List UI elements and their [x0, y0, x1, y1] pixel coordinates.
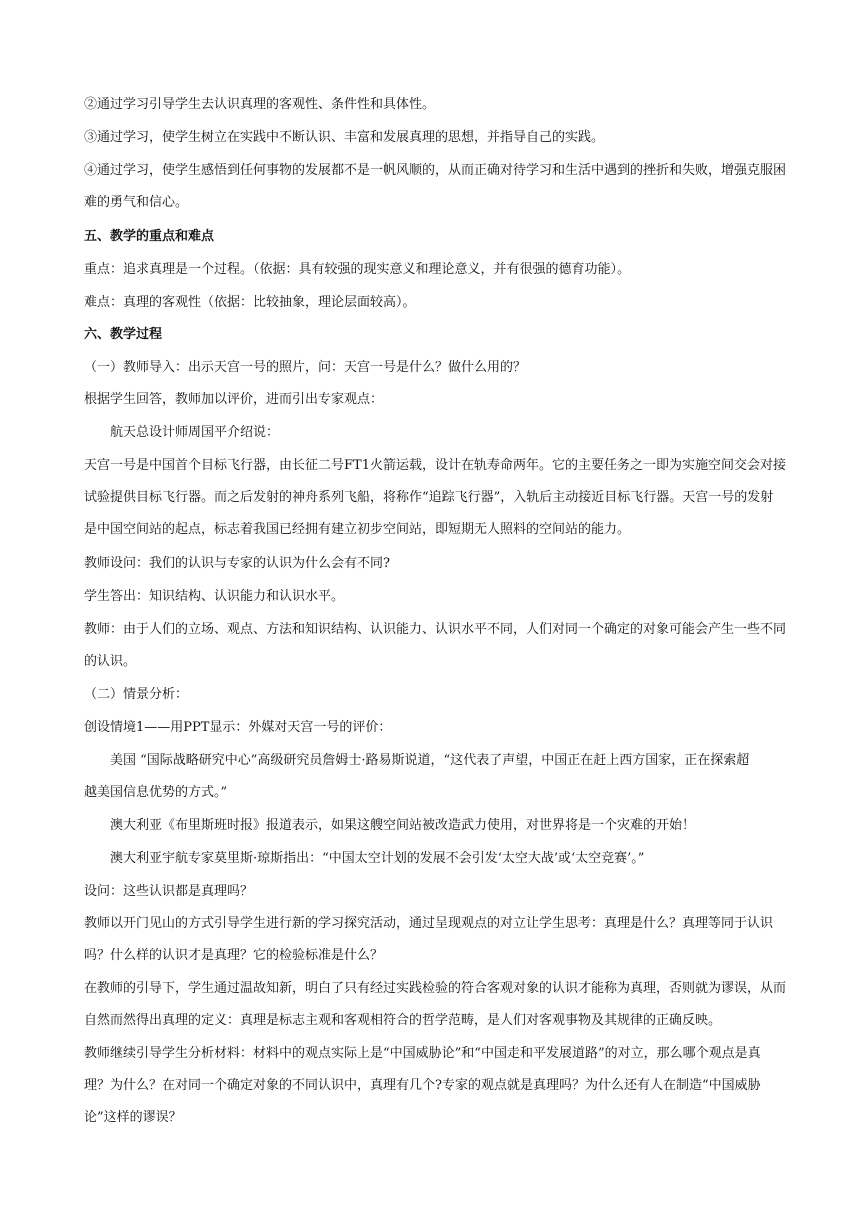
paragraph-objective-4	[84, 155, 787, 219]
heading-text: 五、教学的重点和难点	[84, 229, 215, 244]
text-line: 的认识。	[84, 654, 137, 669]
text-line: 教师继续引导学生分析材料：材料中的观点实际上是“中国威胁论”和“中国走和平发展道路”的对立，那么哪个观点是真	[84, 1046, 761, 1061]
paragraph-tiangong	[84, 450, 786, 546]
text-line: 理？为什么？在对同一个确定对象的不同认识中，真理有几个?专家的观点就是真理吗？为什么还有人在制造“中国威胁	[84, 1078, 761, 1093]
text-line: （一）教师导入：出示天宫一号的照片，问：天宫一号是什么？做什么用的？	[84, 360, 527, 375]
text-line: 澳大利亚宇航专家莫里斯·琼斯指出：“中国太空计划的发展不会引发‘太空大战’或‘太空竞赛’。”	[110, 851, 645, 866]
paragraph-definition	[84, 973, 787, 1037]
text-line: 自然而然得出真理的定义：真理是标志主观和客观相符合的哲学范畴，是人们对客观事物及其规律的正确反映。	[84, 1013, 722, 1028]
text-line: 教师：由于人们的立场、观点、方法和知识结构、认识能力、认识水平不同，人们对同一个确定的对象可能会产生一些不同	[84, 622, 787, 637]
text-line: 难的勇气和信心。	[84, 195, 189, 210]
text-line: ④通过学习，使学生感悟到任何事物的发展都不是一帆风顺的，从而正确对待学习和生活中遇到的挫折和失败，增强克服困	[84, 163, 787, 178]
section-heading-6	[84, 319, 778, 351]
paragraph-objective-2	[84, 89, 778, 121]
paragraph-student-answer	[84, 581, 778, 613]
paragraph-inquiry	[84, 908, 778, 972]
text-line: 航天总设计师周国平介绍说：	[110, 425, 280, 440]
paragraph-question-truth	[84, 876, 778, 908]
text-line: 澳大利亚《布里斯班时报》报道表示，如果这艘空间站被改造武力使用，对世界将是一个灾难的开始！	[110, 818, 696, 833]
text-line: 教师设问：我们的认识与专家的认识为什么会有不同?	[84, 556, 390, 571]
text-line: ③通过学习，使学生树立在实践中不断认识、丰富和发展真理的思想，并指导自己的实践。	[84, 130, 605, 145]
text-line: ②通过学习引导学生去认识真理的客观性、条件性和具体性。	[84, 97, 436, 112]
text-line: 吗？什么样的认识才是真理？它的检验标准是什么？	[84, 948, 384, 963]
paragraph-intro	[84, 352, 778, 384]
paragraph-teacher-eval	[84, 384, 778, 416]
text-line: 根据学生回答，教师加以评价，进而引出专家观点：	[84, 392, 384, 407]
text-line: 学生答出：知识结构、认识能力和认识水平。	[84, 589, 345, 604]
paragraph-objective-3	[84, 122, 778, 154]
paragraph-scenario-heading	[84, 679, 778, 711]
text-line: 创设情境1——用PPT显示：外媒对天宫一号的评价：	[84, 720, 392, 735]
text-line: 是中国空间站的起点，标志着我国已经拥有建立初步空间站，即短期无人照料的空间站的能力。	[84, 522, 631, 537]
text-line: 教师以开门见山的方式引导学生进行新的学习探究活动，通过呈现观点的对立让学生思考：真理是什么？真理等同于认识	[84, 916, 774, 931]
paragraph-us-comment	[84, 745, 778, 809]
text-line: 天宫一号是中国首个目标飞行器，由长征二号FT1火箭运载，设计在轨寿命两年。它的主要任务之一即为实施空间交会对接	[84, 458, 786, 473]
paragraph-brisbane-times	[84, 810, 804, 842]
paragraph-scenario-1	[84, 712, 778, 744]
paragraph-teacher-question	[84, 548, 778, 580]
text-line: 设问：这些认识都是真理吗？	[84, 884, 254, 899]
text-line: 试验提供目标飞行器。而之后发射的神舟系列飞船，将称作“追踪飞行器”，入轨后主动接近目标飞行器。天宫一号的发射	[84, 490, 774, 505]
text-line: 越美国信息优势的方式。”	[84, 785, 228, 800]
paragraph-designer	[84, 417, 804, 449]
text-line: 美国 “国际战略研究中心”高级研究员詹姆士·路易斯说道，“这代表了声望，中国正在赶上西方国家，正在探索超	[110, 753, 750, 768]
text-line: 重点：追求真理是一个过程。（依据：具有较强的现实意义和理论意义，并有很强的德育功能）。	[84, 262, 631, 277]
text-line: 难点：真理的客观性（依据：比较抽象，理论层面较高）。	[84, 295, 416, 310]
text-line: 在教师的引导下，学生通过温故知新，明白了只有经过实践检验的符合客观对象的认识才能称为真理，否则就为谬误，从而	[84, 981, 787, 996]
paragraph-key-point	[84, 254, 778, 286]
text-line: （二）情景分析：	[84, 687, 189, 702]
text-line: 论”这样的谬误？	[84, 1110, 182, 1125]
paragraph-difficult-point	[84, 287, 778, 319]
heading-text: 六、教学过程	[84, 327, 163, 342]
paragraph-analysis	[84, 1038, 778, 1134]
section-heading-5	[84, 221, 778, 253]
paragraph-teacher-explain	[84, 614, 787, 678]
paragraph-morris-jones	[84, 843, 804, 875]
